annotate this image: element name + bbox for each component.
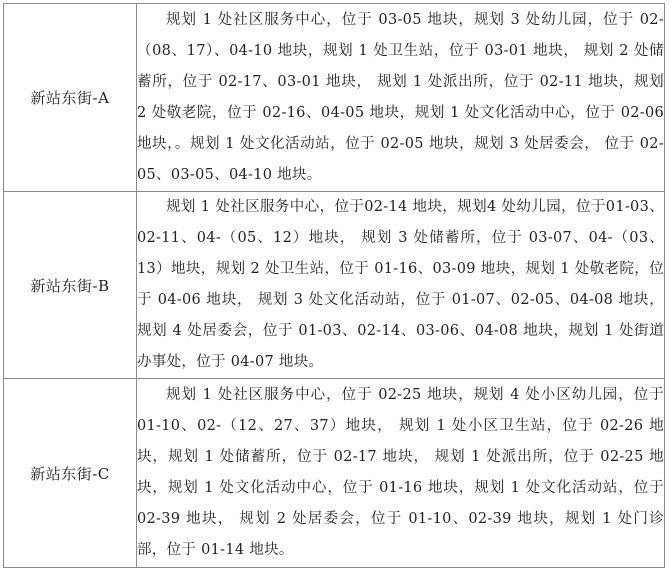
planning-table <box>3 3 665 568</box>
facility-description: 规划 1 处社区服务中心，位于02-14 地块，规划4 处幼儿园，位于01-03、02-11、04-（05、12）地块， 规划 3 处储蓄所，位于 03-07、04-（03、13）地块，规划 2 处卫生站，位于 01-16、03-09 地块，规划 1 处敬老院，位于 04-06 地块， 规划 3 处文化活动站，位于 01-07、02-05、04-08 地块，规划 4 处居委会，位于 01-03、02-14、03-06、04-08 地块，规划 1 处街道办事处，位于 04-07 地块。 <box>137 192 665 379</box>
facility-description: 规划 1 处社区服务中心，位于 03-05 地块，规划 3 处幼儿园，位于 02-（08、17）、04-10 地块，规划 1 处卫生站，位于 03-01 地块， 规划 2 处储蓄所，位于 02-17、03-01 地块， 规划 1 处派出所，位于 02-11 地块，规划 2 处敬老院，位于 02-16、04-05 地块，规划 1 处文化活动中心，位于 02-06 地块，。规划 1 处文化活动站，位于 02-05 地块，规划 3 处居委会， 位于 02-05、03-05、04-10 地块。 <box>137 4 665 192</box>
district-name: 新站东街-B <box>4 192 137 379</box>
facility-description: 规划 1 处社区服务中心，位于 02-25 地块，规划 4 处小区幼儿园，位于 01-10、02-（12、27、37）地块， 规划 1 处小区卫生站，位于 02-26 地块，规划 1 处储蓄所，位于 02-17 地块， 规划 1 处派出所，位于 02-25 地块，规划 1 处文化活动中心，位于 01-16 地块，规划 1 处文化活动站，位于 02-39 地块， 规划 2 处居委会，位于 01-10、02-39 地块，规划 1 处门诊部，位于 01-14 地块。 <box>137 379 665 568</box>
district-name: 新站东街-A <box>4 4 137 192</box>
district-name: 新站东街-C <box>4 379 137 568</box>
table-row <box>4 4 665 192</box>
table-row <box>4 379 665 568</box>
table-row <box>4 192 665 379</box>
